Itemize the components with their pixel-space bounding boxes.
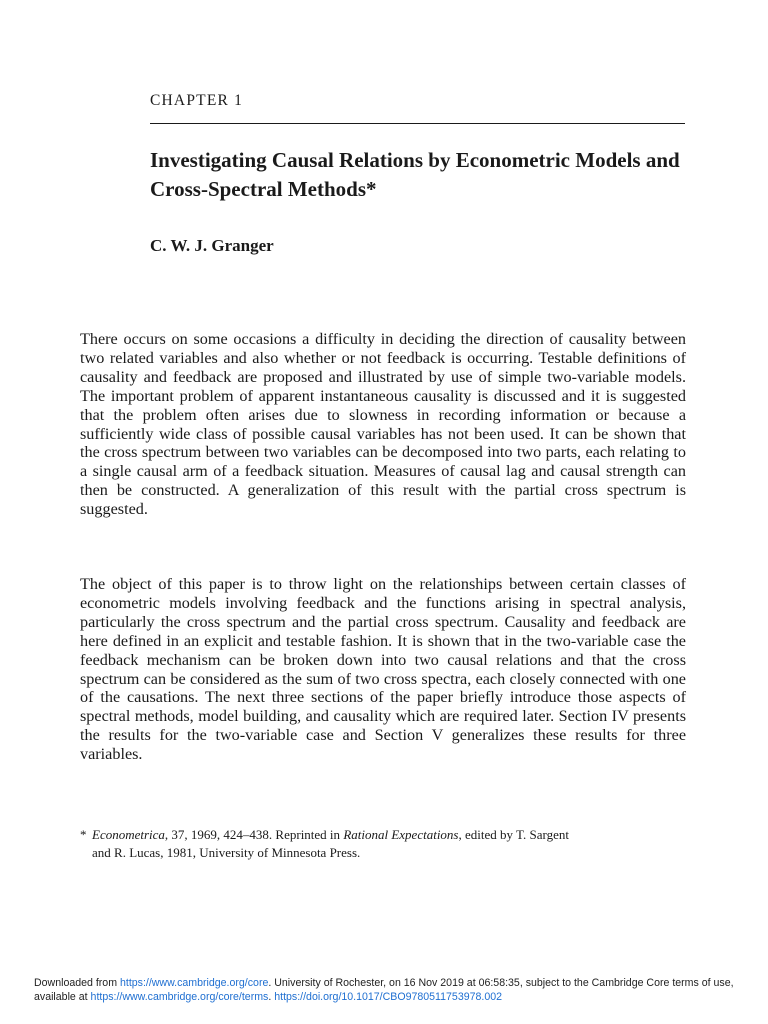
footnote-citation: , 37, 1969, 424–438. Reprinted in <box>164 827 344 842</box>
footnote-editors: , edited by T. Sargent <box>458 827 569 842</box>
footnote-line-2: and R. Lucas, 1981, University of Minnesota Press. <box>92 844 361 860</box>
article-author: C. W. J. Granger <box>150 236 274 255</box>
intro-paragraph: The object of this paper is to throw light on the relationships between certain classes of econometric models involving feedback and the functions arising in spectral analysis, particularly the cross spectrum and the partial cross spectrum. Causality and feedback are here defined in an explicit and testable fashion. It is shown that in the two-variable case the feedback mechanism can be broken down into two causal relations and that the cross spectrum can be considered as the sum of two cross spectra, each closely connected with one of the causations. The next three sections of the paper briefly introduce those aspects of spectral methods, model building, and causality which are required later. Section IV presents the results for the two-variable case and Section V generalizes these results for three variables. <box>80 575 686 764</box>
download-middle: . University of Rochester, on 16 Nov 2019 at 06:58:35, subject to the Cambridge Core terms of use, available at <box>34 977 734 1003</box>
doi-link[interactable]: https://doi.org/10.1017/CBO9780511753978.002 <box>274 991 502 1003</box>
footnote-marker: * <box>80 827 87 842</box>
footnote <box>80 826 686 861</box>
footnote-journal: Econometrica <box>92 827 165 842</box>
download-prefix: Downloaded from <box>34 977 120 989</box>
cambridge-core-link[interactable]: https://www.cambridge.org/core <box>119 977 269 989</box>
header-rule <box>150 123 685 124</box>
download-separator: . <box>268 991 275 1003</box>
terms-link[interactable]: https://www.cambridge.org/core/terms <box>90 991 269 1003</box>
download-notice <box>34 976 749 1004</box>
article-title: Investigating Causal Relations by Econometric Models and Cross-Spectral Methods* <box>150 148 680 201</box>
chapter-label: CHAPTER 1 <box>150 92 244 109</box>
footnote-book: Rational Expectations <box>343 827 459 842</box>
abstract-paragraph: There occurs on some occasions a difficulty in deciding the direction of causality between two related variables and also whether or not feedback is occurring. Testable definitions of causality and feedback are proposed and illustrated by use of simple two-variable models. The important problem of apparent instantaneous causality is discussed and it is suggested that the problem often arises due to slowness in recording information or because a sufficiently wide class of possible causal variables has not been used. It can be shown that the cross spectrum between two variables can be decomposed into two parts, each relating to a single causal arm of a feedback situation. Measures of causal lag and causal strength can then be constructed. A generalization of this result with the partial cross spectrum is suggested. <box>80 330 686 519</box>
